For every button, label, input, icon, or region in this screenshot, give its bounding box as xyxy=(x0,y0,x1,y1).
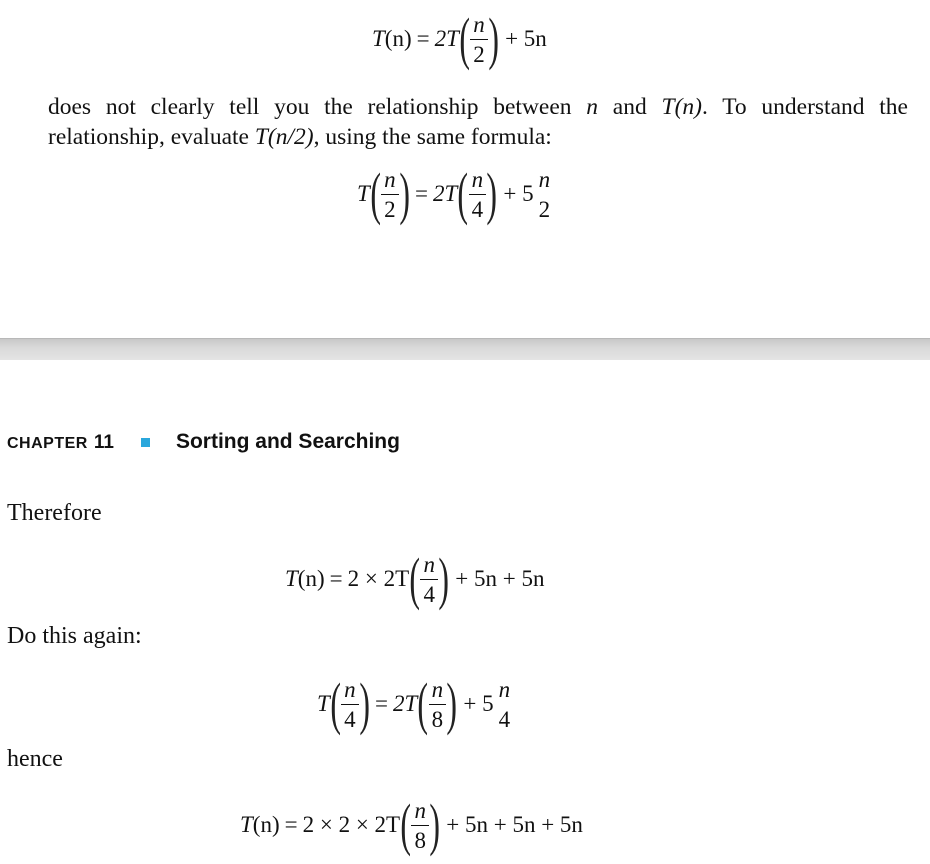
eq-fraction xyxy=(341,678,359,731)
eq-plus: + 5 xyxy=(503,181,534,206)
left-paren: ( xyxy=(409,546,421,611)
eq-rest: + 5n xyxy=(505,26,547,51)
paragraph-explanation xyxy=(48,92,908,152)
chapter-title: Sorting and Searching xyxy=(175,430,400,453)
frac-num: n xyxy=(384,166,396,192)
eq-fraction xyxy=(496,678,514,731)
eq-fraction xyxy=(381,168,399,221)
eq-equals: = xyxy=(329,566,343,591)
left-paren: ( xyxy=(330,671,341,736)
chapter-label: CHAPTER xyxy=(7,435,88,452)
equation-expanded-2 xyxy=(240,792,583,857)
equation-expanded-1 xyxy=(285,546,545,611)
right-paren: ) xyxy=(488,6,499,71)
right-paren: ) xyxy=(398,161,410,226)
eq-coef: 2 × 2T xyxy=(347,566,410,591)
para-text: , using the same formula: xyxy=(313,124,552,150)
frac-den: 4 xyxy=(471,196,484,222)
para-var: n xyxy=(586,94,599,120)
frac-den: 4 xyxy=(423,581,435,607)
eq-lhs: T xyxy=(372,26,385,51)
left-paren: ( xyxy=(457,161,469,226)
para-var: T(n) xyxy=(661,94,702,120)
frac-den: 2 xyxy=(384,196,396,222)
eq-paren-frac xyxy=(417,671,458,736)
frac-den: 8 xyxy=(414,827,426,853)
eq-paren-frac xyxy=(459,6,499,71)
left-paren: ( xyxy=(400,792,412,857)
eq-coef: 2T xyxy=(392,691,418,716)
eq-fraction xyxy=(411,799,429,852)
equation-quarter xyxy=(317,671,513,736)
eq-rest: + 5n + 5n + 5n xyxy=(446,812,583,837)
frac-num: n xyxy=(414,797,426,823)
frac-num: n xyxy=(538,166,551,192)
frac-den: 2 xyxy=(473,41,485,67)
equation-recurrence xyxy=(372,6,547,71)
para-var: T(n/2) xyxy=(254,124,314,150)
eq-fraction xyxy=(470,13,488,66)
eq-fraction xyxy=(420,553,438,606)
frac-den: 4 xyxy=(498,706,511,732)
page-separator xyxy=(0,338,930,360)
eq-paren-frac xyxy=(457,161,498,226)
frac-den: 2 xyxy=(538,196,551,222)
eq-coef: 2T xyxy=(432,181,458,206)
eq-coef: 2T xyxy=(434,26,459,51)
text-hence: hence xyxy=(7,746,63,772)
text-therefore: Therefore xyxy=(7,500,102,526)
frac-den: 8 xyxy=(431,706,444,732)
para-text: . To understand the relationship, evaluate xyxy=(48,94,908,150)
eq-lhs-arg: (n) xyxy=(252,812,280,837)
chapter-header xyxy=(7,430,400,454)
eq-fraction xyxy=(429,678,447,731)
right-paren: ) xyxy=(486,161,498,226)
equation-half xyxy=(357,161,553,226)
frac-den: 4 xyxy=(344,706,356,732)
eq-coef: 2 × 2 × 2T xyxy=(302,812,401,837)
eq-fraction xyxy=(536,168,554,221)
left-paren: ( xyxy=(417,671,429,736)
eq-equals: = xyxy=(374,691,388,716)
para-text: does not clearly tell you the relationship between xyxy=(48,94,587,120)
right-paren: ) xyxy=(429,792,440,857)
top-page xyxy=(0,0,930,338)
text-do-again: Do this again: xyxy=(7,623,142,649)
right-paren: ) xyxy=(438,546,449,611)
eq-equals: = xyxy=(416,26,430,51)
eq-paren-frac xyxy=(400,792,440,857)
eq-lhs-arg: (n) xyxy=(384,26,412,51)
para-text: and xyxy=(598,94,662,120)
square-bullet-icon xyxy=(141,438,150,447)
frac-num: n xyxy=(344,676,356,702)
eq-fraction xyxy=(469,168,487,221)
eq-lhs: T xyxy=(240,812,253,837)
frac-num: n xyxy=(431,676,444,702)
eq-paren-frac xyxy=(330,671,370,736)
left-paren: ( xyxy=(459,6,470,71)
right-paren: ) xyxy=(446,671,458,736)
eq-paren-frac xyxy=(409,546,449,611)
left-paren: ( xyxy=(370,161,381,226)
eq-paren-frac xyxy=(370,161,410,226)
frac-num: n xyxy=(498,676,511,702)
frac-num: n xyxy=(423,551,435,577)
eq-lhs: T xyxy=(317,691,330,716)
frac-num: n xyxy=(471,166,484,192)
eq-rest: + 5n + 5n xyxy=(455,566,545,591)
eq-lhs: T xyxy=(285,566,298,591)
frac-num: n xyxy=(473,11,485,37)
eq-lhs-arg: (n) xyxy=(297,566,325,591)
chapter-number: 11 xyxy=(93,432,114,453)
eq-equals: = xyxy=(414,181,428,206)
right-paren: ) xyxy=(358,671,370,736)
eq-plus: + 5 xyxy=(463,691,494,716)
eq-equals: = xyxy=(284,812,298,837)
eq-lhs: T xyxy=(357,181,370,206)
